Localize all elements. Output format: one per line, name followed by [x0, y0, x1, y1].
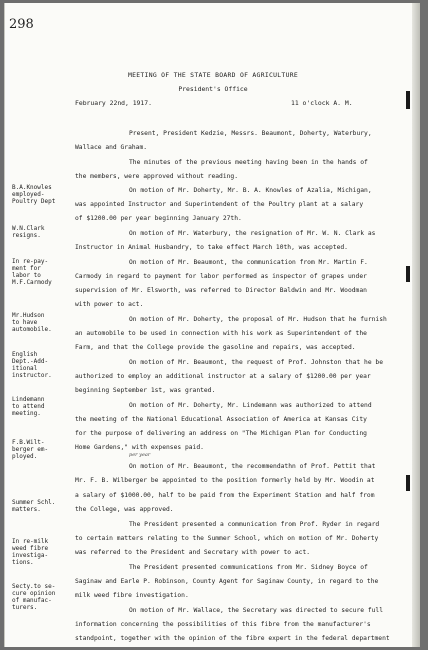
meeting-date: February 22nd, 1917.	[75, 99, 152, 107]
margin-note: Summer Schl. matters.	[12, 499, 56, 513]
body-line: On motion of Mr. Doherty, Mr. B. A. Knowles of Azalia, Michigan,	[129, 187, 372, 194]
body-line: with power to act.	[75, 301, 144, 308]
margin-note: In re-milk weed fibre investiga- tions.	[12, 538, 49, 566]
margin-note: In re-pay- ment for labor to M.F.Carmody	[12, 258, 52, 286]
body-line: an automobile to be used in connection with his work as Superintendent of the	[75, 330, 367, 337]
margin-note: F.B.Wilt- berger em- ployed.	[12, 439, 49, 460]
body-line: standpoint, together with the opinion of the fibre expert in the federal department	[75, 635, 390, 642]
margin-note: W.N.Clark resigns.	[12, 225, 45, 239]
body-line: Farm, and that the College provide the gasoline and repairs, was accepted.	[75, 344, 356, 351]
body-line: On motion of Mr. Doherty, Mr. Lindemann was authorized to attend	[129, 402, 372, 409]
body-line: Wallace and Graham.	[75, 144, 148, 151]
body-line: On motion of Mr. Beaumont, the communication from Mr. Martin F.	[129, 259, 368, 266]
page-number: 298	[9, 17, 34, 32]
margin-note: Mr.Hudson to have automobile.	[12, 312, 52, 333]
body-line: Saginaw and Earle P. Robinson, County Agent for Saginaw County, in regard to the	[75, 578, 379, 585]
body-line: beginning September 1st, was granted.	[75, 387, 216, 394]
body-line: On motion of Mr. Beaumont, the recommendathn of Prof. Pettit that	[129, 463, 376, 470]
body-line: The President presented a communication from Prof. Ryder in regard	[129, 521, 380, 528]
body-line: was appointed Instructor and Superintendent of the Poultry plant at a salary	[75, 201, 364, 208]
body-line: a salary of $1000.00, half to be paid from the Experiment Station and half from	[75, 492, 375, 499]
body-line: The minutes of the previous meeting having been in the hands of	[129, 159, 368, 166]
body-line: On motion of Mr. Doherty, the proposal of Mr. Hudson that he furnish	[129, 316, 387, 323]
body-line: On motion of Mr. Beaumont, the request of Prof. Johnston that he be	[129, 359, 384, 366]
body-line: Instructor in Animal Husbandry, to take effect March 10th, was accepted.	[75, 244, 348, 251]
body-line: Home Gardens," with expenses paid.	[75, 444, 204, 451]
meeting-heading: MEETING OF THE STATE BOARD OF AGRICULTURE	[127, 71, 299, 79]
margin-note: English Dept.-Add- itional instructor.	[12, 351, 52, 379]
body-line: information concerning the possibilities of this fibre from the manufacturer's	[75, 621, 371, 628]
body-line: milk weed fibre investigation.	[75, 592, 189, 599]
body-line: for the purpose of delivering an address on "The Michigan Plan for Conducting	[75, 430, 367, 437]
meeting-time: 11 o'clock A. M.	[291, 99, 353, 107]
body-line: was referred to the President and Secretary with power to act.	[75, 549, 311, 556]
body-line: of $1200.00 per year beginning January 27th.	[75, 215, 242, 222]
body-line: authorized to employ an additional instructor at a salary of $1200.00 per year	[75, 373, 371, 380]
body-line: On motion of Mr. Wallace, the Secretary was directed to secure full	[129, 607, 384, 614]
body-line: The President presented communications from Mr. Sidney Boyce of	[129, 564, 368, 571]
margin-note: Secty.to se- cure opinion of manufac- turers.	[12, 583, 56, 611]
binder-tab	[406, 475, 410, 491]
body-line: Carmody in regard to payment for labor performed as inspector of grapes under	[75, 273, 367, 280]
body-line: the College, was approved.	[75, 506, 174, 513]
binder-tab	[406, 91, 410, 109]
binder-edge	[412, 3, 420, 647]
body-line: supervision of Mr. Elsworth, was referred to Director Baldwin and Mr. Woodman	[75, 287, 367, 294]
margin-note: B.A.Knowles employed- Poultry Dept	[12, 184, 56, 205]
body-line: Mr. F. B. Wilberger be appointed to the position formerly held by Mr. Woodin at	[75, 477, 375, 484]
interlinear-note: per year	[129, 452, 151, 458]
document-page	[4, 3, 420, 647]
body-line: the members, were approved without reading.	[75, 173, 239, 180]
body-line: Present, President Kedzie, Messrs. Beaumont, Doherty, Waterbury,	[129, 130, 372, 137]
meeting-location: President's Office	[178, 85, 248, 93]
binder-tab	[406, 266, 410, 282]
body-line: the meeting of the National Educational Association of America at Kansas City	[75, 416, 367, 423]
body-line: On motion of Mr. Waterbury, the resignation of Mr. W. N. Clark as	[129, 230, 376, 237]
margin-note: Lindemann to attend meeting.	[12, 396, 45, 417]
body-line: to certain matters relating to the Summer School, which on motion of Mr. Doherty	[75, 535, 379, 542]
